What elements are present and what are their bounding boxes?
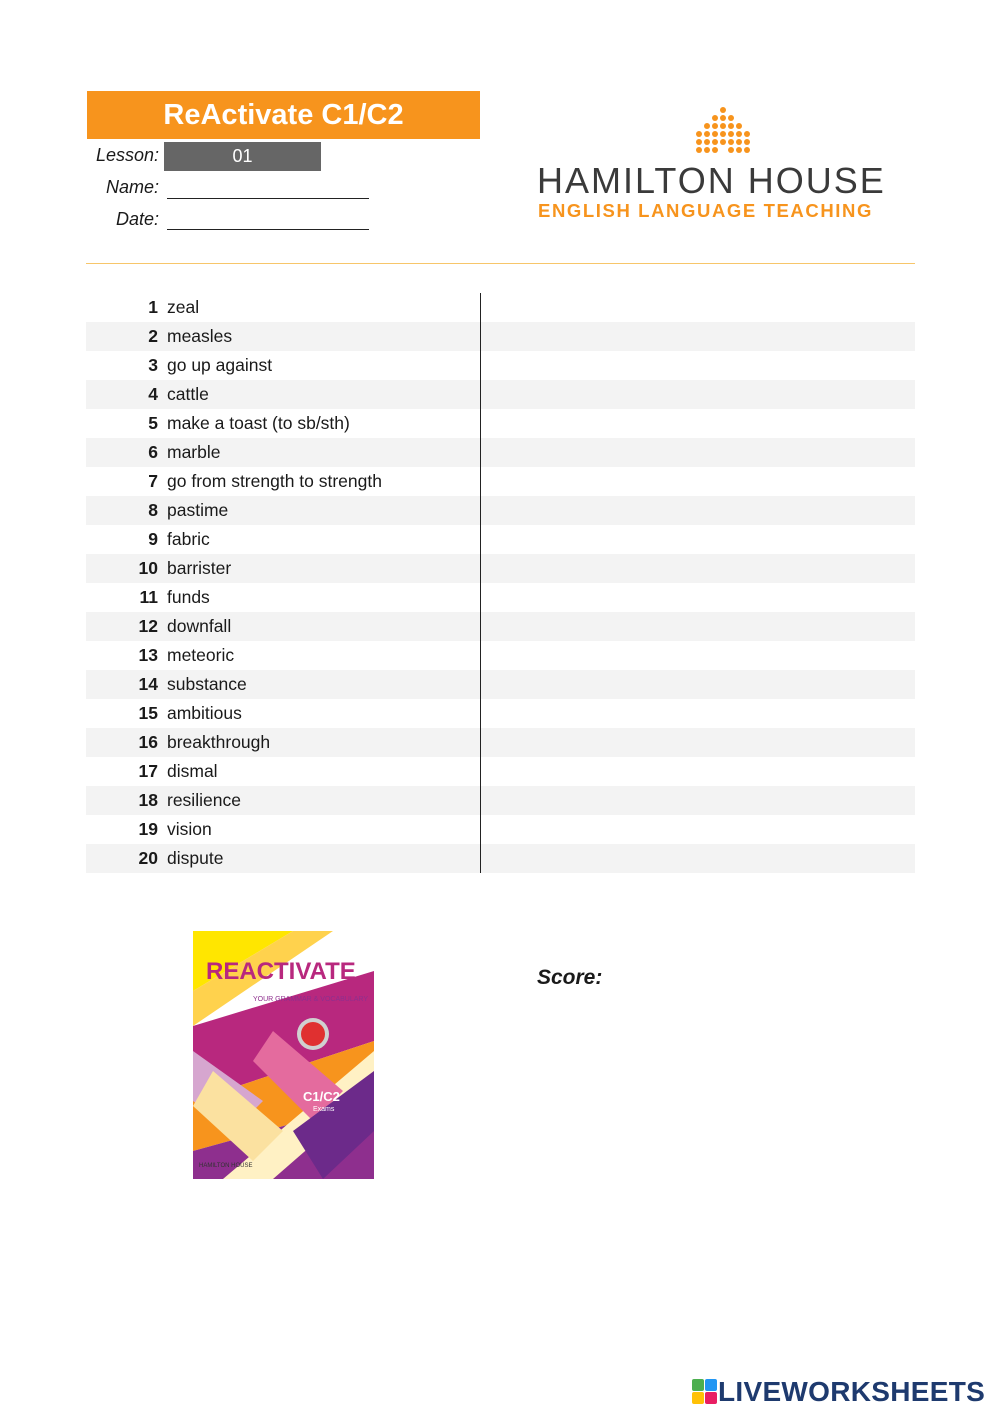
name-label: Name: xyxy=(105,177,159,197)
vocab-number: 7 xyxy=(148,471,158,491)
lesson-label: Lesson: xyxy=(95,145,159,165)
date-field[interactable] xyxy=(167,229,369,230)
score-label: Score: xyxy=(537,966,603,989)
liveworksheets-wordmark: LIVEWORKSHEETS xyxy=(718,1376,986,1407)
vocab-term: fabric xyxy=(167,529,210,549)
vocab-number: 10 xyxy=(138,558,158,578)
logo-wordmark: HAMILTON HOUSE xyxy=(537,160,886,201)
worksheet-title: ReActivate C1/C2 xyxy=(87,91,480,139)
vocab-number: 19 xyxy=(138,819,158,839)
vocabulary-list xyxy=(86,293,915,873)
vocab-row xyxy=(86,670,915,699)
logo-tagline: ENGLISH LANGUAGE TEACHING xyxy=(538,200,873,221)
book-title: REACTIVATE xyxy=(206,958,356,985)
vocab-term: measles xyxy=(167,326,233,346)
vocab-number: 12 xyxy=(138,616,158,636)
vocab-row xyxy=(86,496,915,525)
vocab-term: pastime xyxy=(167,500,229,520)
liveworksheets-brand xyxy=(692,1377,985,1407)
vocab-row xyxy=(86,612,915,641)
vocab-number: 8 xyxy=(148,500,158,520)
book-level-sub: Exams xyxy=(313,1106,335,1113)
vocab-row xyxy=(86,293,915,322)
book-subtitle: YOUR GRAMMAR & VOCABULARY xyxy=(253,996,369,1003)
vocab-term: go from strength to strength xyxy=(167,471,382,491)
vocab-row xyxy=(86,438,915,467)
vocab-term: downfall xyxy=(167,616,232,636)
vocab-term: barrister xyxy=(167,558,232,578)
vocab-number: 16 xyxy=(138,732,158,752)
vocab-term: marble xyxy=(167,442,221,462)
vocab-row xyxy=(86,815,915,844)
vocab-number: 11 xyxy=(139,587,158,607)
vocab-row xyxy=(86,757,915,786)
vocab-row xyxy=(86,322,915,351)
vocab-row xyxy=(86,699,915,728)
book-publisher: HAMILTON HOUSE xyxy=(199,1163,253,1169)
vocab-row xyxy=(86,583,915,612)
vocab-row xyxy=(86,728,915,757)
vocab-term: breakthrough xyxy=(167,732,271,752)
vocab-term: zeal xyxy=(167,297,200,317)
vocab-term: funds xyxy=(167,587,210,607)
vocab-number: 3 xyxy=(148,355,158,375)
name-field[interactable] xyxy=(167,198,369,199)
vocab-number: 2 xyxy=(148,326,158,346)
vocab-number: 1 xyxy=(148,297,158,317)
hamilton-house-logo-icon xyxy=(690,106,756,158)
vocab-term: go up against xyxy=(167,355,273,375)
column-divider xyxy=(480,293,481,873)
vocab-row xyxy=(86,844,915,873)
vocab-row xyxy=(86,467,915,496)
vocab-number: 5 xyxy=(148,413,158,433)
vocab-row xyxy=(86,380,915,409)
vocab-row xyxy=(86,351,915,380)
vocab-number: 14 xyxy=(138,674,158,694)
vocab-number: 9 xyxy=(148,529,158,549)
vocab-row xyxy=(86,525,915,554)
vocab-row xyxy=(86,409,915,438)
vocab-term: vision xyxy=(167,819,212,839)
header-divider xyxy=(86,263,915,264)
vocab-row xyxy=(86,554,915,583)
vocab-term: cattle xyxy=(167,384,209,404)
liveworksheets-logo-icon xyxy=(692,1379,718,1405)
vocab-term: dispute xyxy=(167,848,224,868)
lesson-number: 01 xyxy=(164,142,321,171)
vocab-number: 20 xyxy=(138,848,158,868)
vocab-term: substance xyxy=(167,674,247,694)
date-label: Date: xyxy=(115,209,159,229)
vocab-row xyxy=(86,786,915,815)
vocab-number: 4 xyxy=(148,384,158,404)
vocab-term: dismal xyxy=(167,761,218,781)
book-level: C1/C2 xyxy=(303,1089,340,1104)
vocab-term: resilience xyxy=(167,790,241,810)
vocab-term: make a toast (to sb/sth) xyxy=(167,413,350,433)
vocab-number: 13 xyxy=(138,645,158,665)
vocab-number: 6 xyxy=(148,442,158,462)
vocab-number: 18 xyxy=(138,790,158,810)
vocab-term: meteoric xyxy=(167,645,235,665)
vocab-number: 15 xyxy=(138,703,158,723)
book-cover-image xyxy=(193,931,374,1179)
vocab-term: ambitious xyxy=(167,703,242,723)
vocab-number: 17 xyxy=(138,761,158,781)
vocab-row xyxy=(86,641,915,670)
